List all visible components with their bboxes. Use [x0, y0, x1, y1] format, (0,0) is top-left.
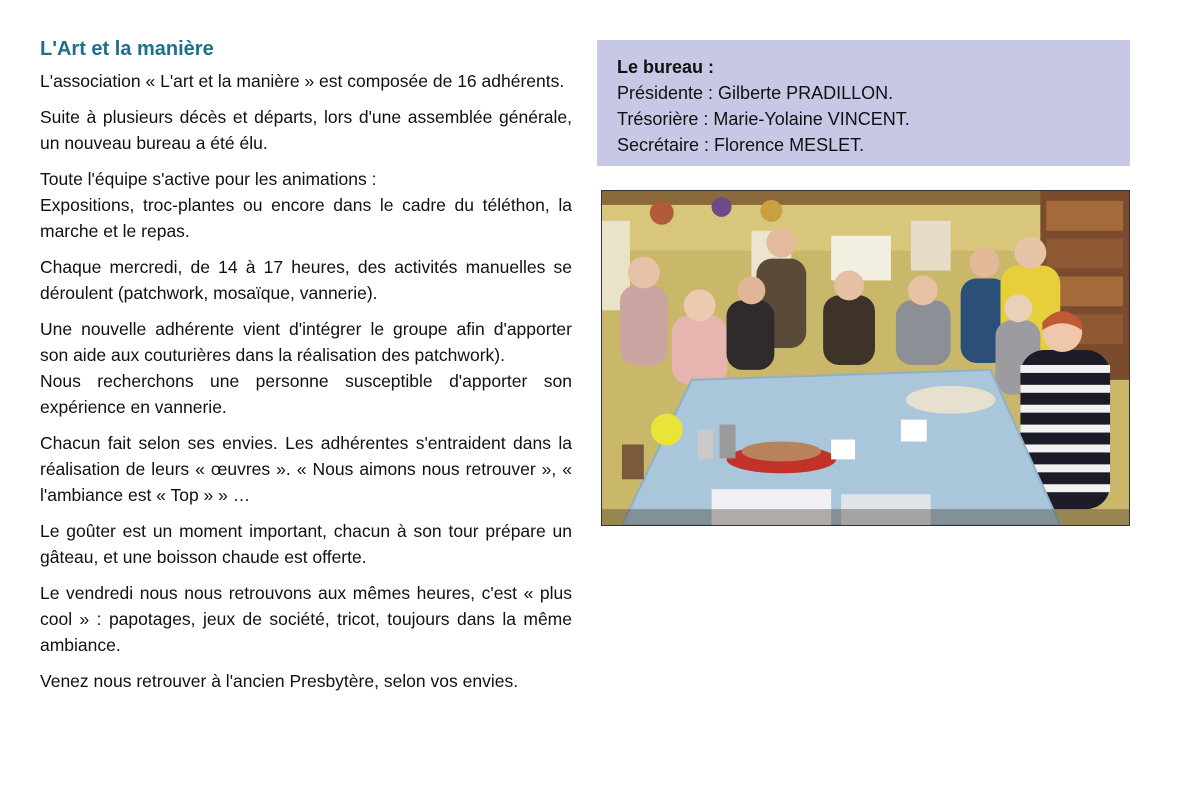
- bureau-box: [597, 40, 1130, 166]
- group-photo-illustration: [602, 191, 1129, 525]
- paragraph-wednesday: Chaque mercredi, de 14 à 17 heures, des activités manuelles se déroulent (patchwork, mosaïque, vannerie).: [40, 257, 572, 303]
- paragraph-gouter: Le goûter est un moment important, chacun à son tour prépare un gâteau, et une boisson chaude est offerte.: [40, 521, 572, 567]
- paragraph-search: Nous recherchons une personne susceptible d'apporter son expérience en vannerie.: [40, 371, 572, 417]
- article-column: [40, 36, 572, 704]
- group-photo: [601, 190, 1130, 526]
- bureau-president: Présidente : Gilberte PRADILLON.: [617, 83, 894, 103]
- bureau-title: Le bureau :: [617, 57, 715, 77]
- paragraph-animations-intro: Toute l'équipe s'active pour les animations :: [40, 169, 377, 189]
- paragraph-envies: Chacun fait selon ses envies. Les adhérentes s'entraident dans la réalisation de leurs « œuvres ». « Nous aimons nous retrouver », « l'ambiance est « Top » » …: [40, 433, 572, 505]
- paragraph-new-member: Une nouvelle adhérente vient d'intégrer le groupe afin d'apporter son aide aux couturières dans la réalisation des patchwork).: [40, 319, 572, 365]
- paragraph-animations-list: Expositions, troc-plantes ou encore dans le cadre du téléthon, la marche et le repas.: [40, 195, 572, 241]
- paragraph-invitation: Venez nous retrouver à l'ancien Presbytère, selon vos envies.: [40, 671, 519, 691]
- paragraph-new-bureau: Suite à plusieurs décès et départs, lors d'une assemblée générale, un nouveau bureau a été élu.: [40, 107, 572, 153]
- bureau-secretary: Secrétaire : Florence MESLET.: [617, 135, 865, 155]
- paragraph-friday: Le vendredi nous nous retrouvons aux mêmes heures, c'est « plus cool » : papotages, jeux de société, tricot, toujours dans la même ambiance.: [40, 583, 572, 655]
- paragraph-members: L'association « L'art et la manière » est composée de 16 adhérents.: [40, 71, 565, 91]
- bureau-treasurer: Trésorière : Marie-Yolaine VINCENT.: [617, 109, 910, 129]
- article-title: L'Art et la manière: [40, 38, 214, 60]
